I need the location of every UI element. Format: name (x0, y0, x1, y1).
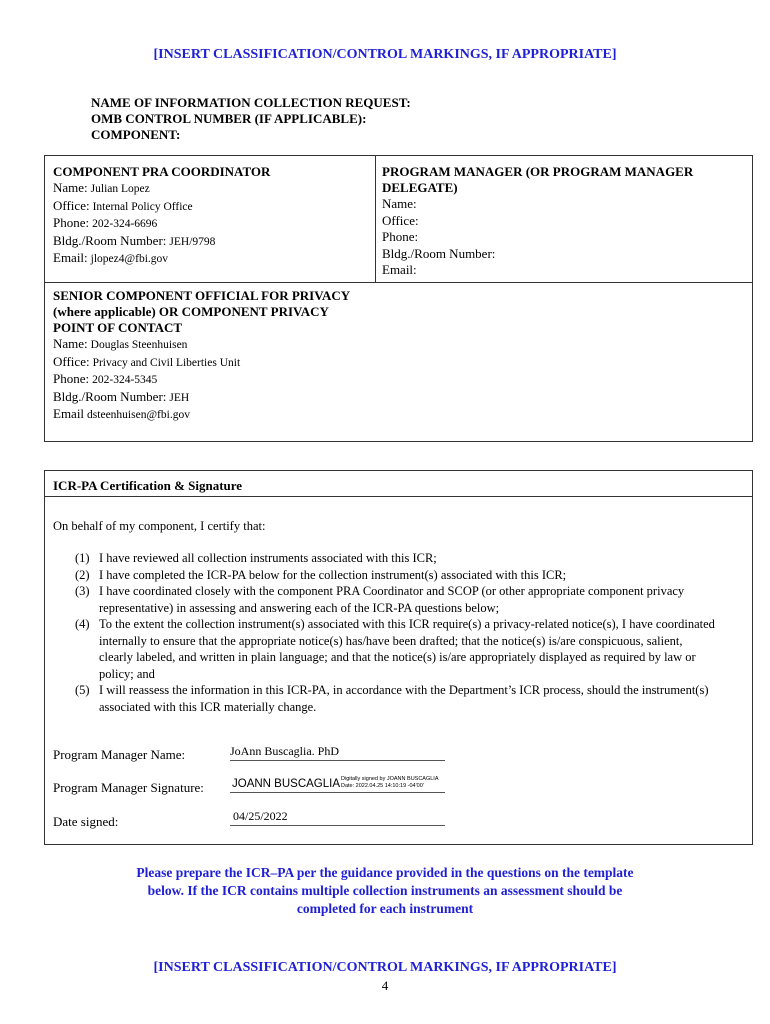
name-label: Name: (53, 336, 88, 351)
certification-divider (45, 496, 752, 497)
pm-signature-name: JOANN BUSCAGLIA (232, 778, 340, 790)
instructions-line3: completed for each instrument (296, 901, 474, 916)
pra-bldg-value: JEH/9798 (169, 235, 216, 248)
collection-header (91, 95, 411, 143)
column-divider (375, 156, 376, 282)
digital-signature-line: Digitally signed by JOANN BUSCAGLIA (341, 776, 439, 782)
pm-signature-field[interactable] (230, 776, 445, 793)
office-label: Office: (53, 197, 90, 213)
scop-office-value: Privacy and Civil Liberties Unit (92, 356, 241, 369)
pra-email-value: jlopez4@fbi.gov (90, 253, 169, 265)
senior-official-title-line2: (where applicable) OR COMPONENT PRIVACY (53, 304, 329, 319)
name-label: Name: (382, 196, 417, 211)
item-number: (2) (75, 567, 90, 582)
item-number: (1) (75, 551, 90, 565)
item-text: I have completed the ICR-PA below for the collection instrument(s) associated with this ICR; (99, 567, 567, 582)
scop-name-row (53, 336, 413, 354)
certification-item (53, 583, 719, 616)
pm-bldg-row (382, 246, 748, 263)
pm-name-value: JoAnn Buscaglia. PhD (230, 744, 339, 758)
date-signed-field[interactable] (230, 809, 445, 826)
date-signed-value: 04/25/2022 (233, 809, 288, 823)
pm-name-field[interactable] (230, 744, 445, 761)
certification-item (53, 682, 719, 715)
date-signed-label: Date signed: (53, 814, 119, 829)
pra-name-value: Julian Lopez (90, 183, 150, 195)
pra-name-row (53, 180, 371, 198)
item-text: To the extent the collection instrument(s) associated with this ICR require(s) a privacy-related notice(s), I have coordinated internally to ensure that the appropriate notice(s) has/have been drafted; that the notice(s) is/are conspicuous, salient, clearly labeled, and written in plain language; and that the notice(s) is/are appropriately displayed as required by law or policy; and (99, 617, 715, 681)
pra-coordinator-cell (53, 164, 371, 268)
phone-label: Phone: (382, 229, 419, 244)
bottom-classification-marking: [INSERT CLASSIFICATION/CONTROL MARKINGS, IF APPROPRIATE] (153, 960, 617, 975)
scop-name-value: Douglas Steenhuisen (90, 339, 188, 351)
page-number: 4 (381, 978, 389, 993)
program-manager-title-line2: DELEGATE) (382, 180, 458, 195)
pm-email-row (382, 262, 748, 279)
program-manager-title: PROGRAM MANAGER (OR PROGRAM MANAGER (382, 164, 694, 179)
pra-bldg-row (53, 233, 371, 251)
digital-signature-date: Date: 2022.04.25 14:10:19 -04'00' (341, 783, 424, 789)
name-label: Name: (53, 180, 88, 195)
item-text: I have coordinated closely with the component PRA Coordinator and SCOP (or other appropriate component privacy representative) in assessing and answering each of the ICR-PA questions below; (99, 584, 685, 615)
instructions-line2: below. If the ICR contains multiple collection instruments an assessment should be (147, 883, 623, 898)
pm-name-row (382, 196, 748, 213)
pra-office-value: Internal Policy Office (92, 200, 193, 213)
email-label: Email: (382, 262, 417, 277)
pra-email-row (53, 250, 371, 268)
scop-email-row (53, 406, 413, 424)
bldg-label: Bldg./Room Number: (53, 232, 167, 248)
certification-title: ICR-PA Certification & Signature (53, 478, 243, 493)
instructions-line1: Please prepare the ICR–PA per the guidance provided in the questions on the template (136, 865, 634, 880)
pm-office-row (382, 213, 748, 230)
phone-label: Phone: (53, 215, 90, 230)
contacts-table (44, 155, 753, 442)
senior-official-cell (53, 288, 413, 424)
certification-list (53, 550, 719, 715)
item-number: (4) (75, 617, 90, 631)
certification-item (53, 550, 719, 567)
component-label: COMPONENT: (91, 127, 181, 142)
pra-phone-row (53, 215, 371, 233)
certification-item (53, 567, 719, 584)
omb-control-label: OMB CONTROL NUMBER (IF APPLICABLE): (91, 111, 367, 126)
bldg-label: Bldg./Room Number: (382, 245, 496, 261)
icr-name-label: NAME OF INFORMATION COLLECTION REQUEST: (91, 95, 411, 110)
pra-coordinator-title: COMPONENT PRA COORDINATOR (53, 164, 271, 179)
instructions (0, 864, 770, 918)
pra-phone-value: 202-324-6696 (92, 218, 158, 230)
office-label: Office: (382, 212, 419, 228)
office-label: Office: (53, 353, 90, 369)
scop-office-row (53, 354, 413, 372)
scop-phone-row (53, 371, 413, 389)
senior-official-title: SENIOR COMPONENT OFFICIAL FOR PRIVACY (53, 288, 351, 303)
scop-email-value: dsteenhuisen@fbi.gov (87, 409, 190, 421)
digital-signature-stamp (341, 776, 439, 790)
top-classification-marking: [INSERT CLASSIFICATION/CONTROL MARKINGS, IF APPROPRIATE] (153, 47, 617, 62)
pm-name-label: Program Manager Name: (53, 747, 186, 762)
item-text: I have reviewed all collection instruments associated with this ICR; (99, 551, 437, 565)
email-label: Email (53, 406, 85, 421)
item-text: I will reassess the information in this ICR-PA, in accordance with the Department’s ICR process, should the instrument(s) associated with this ICR materially change. (99, 683, 709, 714)
pra-office-row (53, 198, 371, 216)
pm-phone-row (382, 229, 748, 246)
senior-official-title-line3: POINT OF CONTACT (53, 320, 183, 335)
scop-bldg-row (53, 389, 413, 407)
item-number: (5) (75, 683, 90, 697)
scop-phone-value: 202-324-5345 (92, 374, 158, 386)
certification-intro: On behalf of my component, I certify that: (53, 519, 266, 533)
phone-label: Phone: (53, 371, 90, 386)
row-divider (45, 282, 752, 283)
bldg-label: Bldg./Room Number: (53, 388, 167, 404)
program-manager-cell (382, 164, 748, 279)
item-number: (3) (75, 584, 90, 598)
email-label: Email: (53, 250, 88, 265)
certification-box (44, 470, 753, 845)
certification-item (53, 616, 719, 682)
scop-bldg-value: JEH (169, 391, 190, 404)
pm-signature-label: Program Manager Signature: (53, 780, 204, 795)
